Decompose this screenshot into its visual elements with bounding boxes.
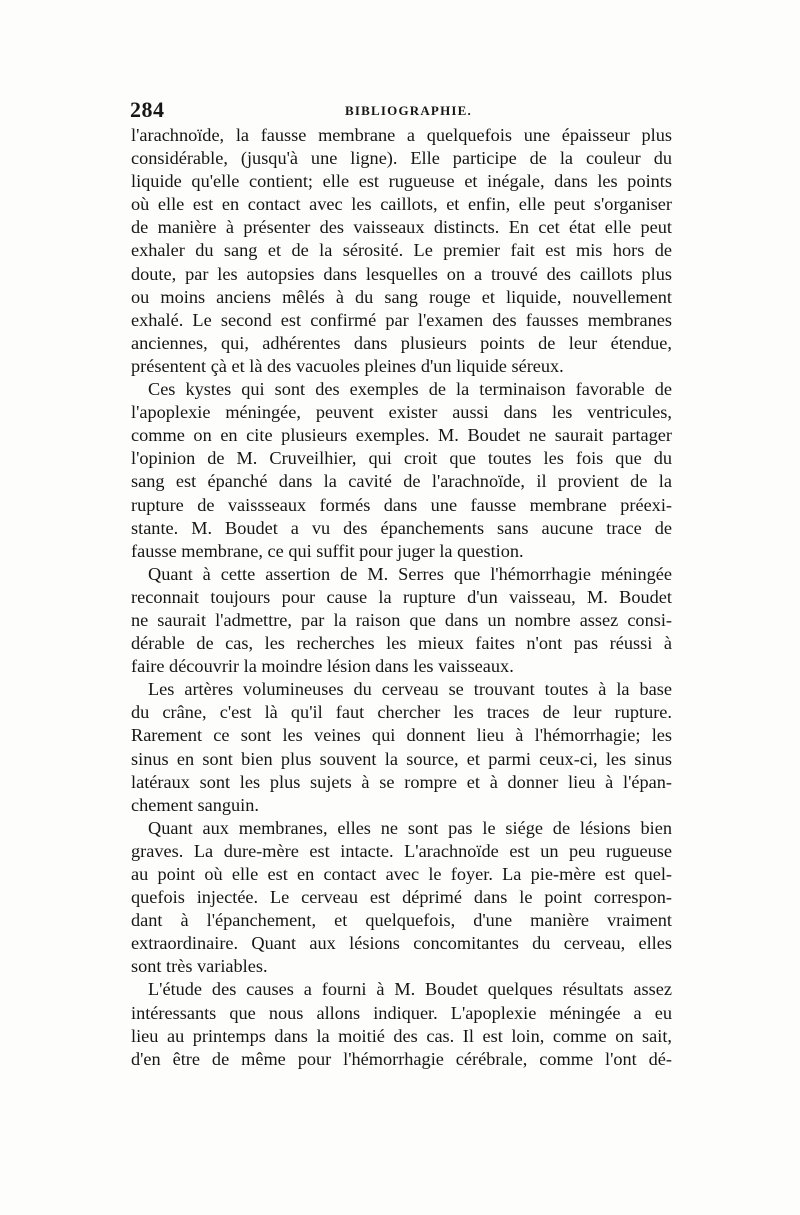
text-line: sont très variables. [131, 956, 268, 977]
text-line: exhaler du sang et de la sérosité. Le premier fait est mis hors de [131, 240, 672, 261]
text-line: l'arachnoïde, la fausse membrane a quelquefois une épaisseur plus [131, 125, 672, 145]
text-line: de manière à présenter des vaisseaux distincts. En cet état elle peut [131, 217, 672, 238]
text-line: du crâne, c'est là qu'il faut chercher les traces de leur rupture. [131, 702, 672, 723]
text-line: l'opinion de M. Cruveilhier, qui croit que toutes les fois que du [131, 448, 672, 469]
text-line: latéraux sont les plus sujets à se rompre et à donner lieu à l'épan- [131, 771, 672, 792]
text-line: lieu au printemps dans la moitié des cas. Il est loin, comme on sait, [131, 1025, 672, 1046]
text-line: Quant à cette assertion de M. Serres que l'hémorrhagie méningée [148, 563, 672, 584]
text-line: Les artères volumineuses du cerveau se trouvant toutes à la base [148, 679, 672, 700]
text-line: quefois injectée. Le cerveau est déprimé dans le point correspon- [131, 887, 672, 908]
text-line: d'en être de même pour l'hémorrhagie cérébrale, comme l'ont dé- [131, 1048, 672, 1069]
text-line: liquide qu'elle contient; elle est rugueuse et inégale, dans les points [131, 171, 672, 192]
text-line: chement sanguin. [131, 794, 259, 815]
text-line: considérable, (jusqu'à une ligne). Elle participe de la couleur du [131, 148, 672, 169]
text-line: anciennes, qui, adhérentes dans plusieurs points de leur étendue, [131, 332, 672, 353]
text-line: sang est épanché dans la cavité de l'arachnoïde, il provient de la [131, 471, 672, 492]
text-line: stante. M. Boudet a vu des épanchements sans aucune trace de [131, 517, 672, 538]
body-text [131, 124, 672, 1071]
text-line: au point où elle est en contact avec le foyer. La pie-mère est quel- [131, 864, 672, 884]
running-head: BIBLIOGRAPHIE. [345, 103, 472, 118]
text-line: doute, par les autopsies dans lesquelles on a trouvé des caillots plus [131, 263, 672, 284]
text-line: reconnait toujours pour cause la rupture d'un vaisseau, M. Boudet [131, 586, 672, 607]
text-line: extraordinaire. Quant aux lésions concomitantes du cerveau, elles [131, 933, 672, 954]
text-line: intéressants que nous allons indiquer. L'apoplexie méningée a eu [131, 1002, 672, 1023]
text-line: ou moins anciens mêlés à du sang rouge et liquide, nouvellement [131, 286, 672, 307]
text-line: faire découvrir la moindre lésion dans les vaisseaux. [131, 656, 514, 677]
text-line: présentent çà et là des vacuoles pleines d'un liquide séreux. [131, 355, 564, 376]
text-line: ne saurait l'admettre, par la raison que dans un nombre assez consi- [131, 609, 672, 630]
text-line: graves. La dure-mère est intacte. L'arachnoïde est un peu rugueuse [131, 840, 672, 861]
text-line: exhalé. Le second est confirmé par l'examen des fausses membranes [131, 309, 672, 330]
text-line: dant à l'épanchement, et quelquefois, d'une manière vraiment [131, 910, 672, 931]
text-line: rupture de vaissseaux formés dans une fausse membrane préexi- [131, 494, 672, 515]
text-line: Rarement ce sont les veines qui donnent lieu à l'hémorrhagie; les [131, 725, 672, 746]
text-line: L'étude des causes a fourni à M. Boudet quelques résultats assez [148, 979, 672, 1000]
text-line: l'apoplexie méningée, peuvent exister aussi dans les ventricules, [131, 402, 672, 423]
page-header [130, 97, 680, 125]
text-line: comme on en cite plusieurs exemples. M. Boudet ne saurait partager [131, 425, 672, 446]
text-line: dérable de cas, les recherches les mieux faites n'ont pas réussi à [131, 633, 672, 654]
text-line: sinus en sont bien plus souvent la source, et parmi ceux-ci, les sinus [131, 748, 672, 769]
text-line: fausse membrane, ce qui suffit pour juger la question. [131, 540, 524, 561]
text-line: Quant aux membranes, elles ne sont pas le siége de lésions bien [148, 817, 672, 838]
text-line: Ces kystes qui sont des exemples de la terminaison favorable de [148, 379, 672, 400]
text-line: où elle est en contact avec les caillots, et enfin, elle peut s'organiser [131, 194, 672, 215]
page-number: 284 [130, 97, 165, 122]
